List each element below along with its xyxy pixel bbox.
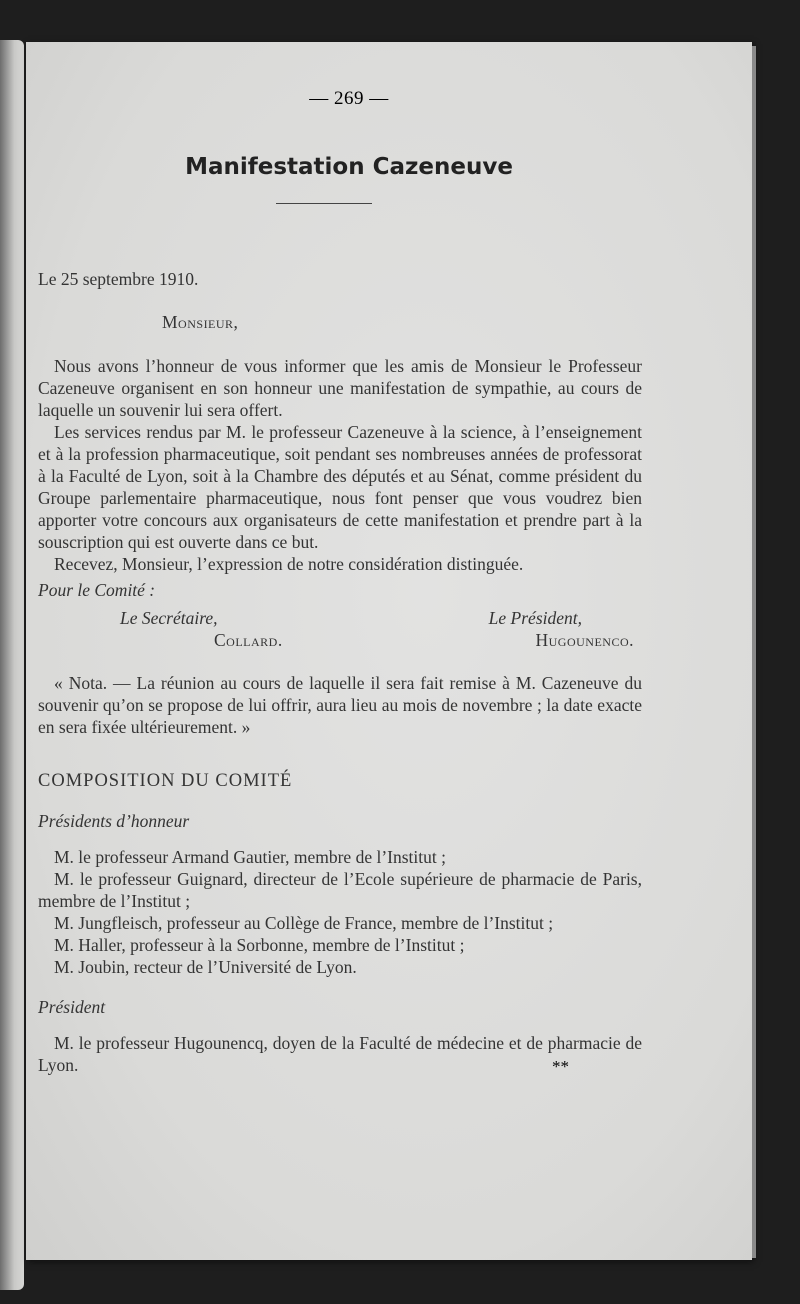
section-stars: ** [552,1057,569,1076]
paragraph-1: Nous avons l’honneur de vous informer que les amis de Monsieur le Professeur Cazeneuve organisent en son honneur une manifestation de sympathie, au cours de laquelle un souvenir lui sera offert. [38,356,642,420]
adjacent-page-edge [0,40,24,1290]
honorary-member: M. le professeur Guignard, directeur de l’Ecole supérieure de pharmacie de Paris, membre de l’Institut ; [38,869,642,911]
honorary-member: M. Joubin, recteur de l’Université de Lyon. [54,957,357,977]
president-title: Le Président, [488,608,582,628]
page-title: Manifestation Cazeneuve [185,154,513,180]
signature-names [38,629,642,651]
title-divider [276,203,372,204]
president-text: M. le professeur Hugounencq, doyen de la Faculté de médecine et de pharmacie de Lyon. [38,1033,642,1075]
date-line: Le 25 septembre 1910. [38,269,199,289]
honorary-member: M. le professeur Armand Gautier, membre de l’Institut ; [54,847,446,867]
honorary-presidents-heading: Présidents d’honneur [38,811,190,831]
salutation: Monsieur, [162,312,239,332]
letter-body [38,268,642,1076]
honorary-members-list [38,846,642,978]
president-heading: Président [38,997,106,1017]
page-edge-shadow [752,46,756,1258]
president-name: Hugounenco. [535,630,634,650]
page-number: — 269 — [309,88,389,109]
signature-titles [38,607,642,629]
committee-heading: COMPOSITION DU COMITÉ [38,771,293,791]
paragraph-3: Recevez, Monsieur, l’expression de notre considération distinguée. [54,554,524,574]
secretary-name: Collard. [214,630,283,650]
secretary-title: Le Secrétaire, [120,608,218,628]
nota-paragraph: « Nota. — La réunion au cours de laquelle il sera fait remise à M. Cazeneuve du souvenir qu’on se propose de lui offrir, aura lieu au mois de novembre ; la date exacte en sera fixée ultérieurement. » [38,673,642,737]
honorary-member: M. Jungfleisch, professeur au Collège de France, membre de l’Institut ; [54,913,554,933]
paragraph-2: Les services rendus par M. le professeur Cazeneuve à la science, à l’enseignement et à la profession pharmaceutique, soit pendant ses nombreuses années de professorat à la Faculté de Lyon, soit à la Chambre des députés et au Sénat, comme président du Groupe parlementaire pharmaceutique, nous font penser que vous voudrez bien apporter votre concours aux organisateurs de cette manifestation et prendre part à la souscription qui est ouverte dans ce but. [38,422,642,552]
honorary-member: M. Haller, professeur à la Sorbonne, membre de l’Institut ; [54,935,465,955]
pour-le-comite: Pour le Comité : [38,580,156,600]
